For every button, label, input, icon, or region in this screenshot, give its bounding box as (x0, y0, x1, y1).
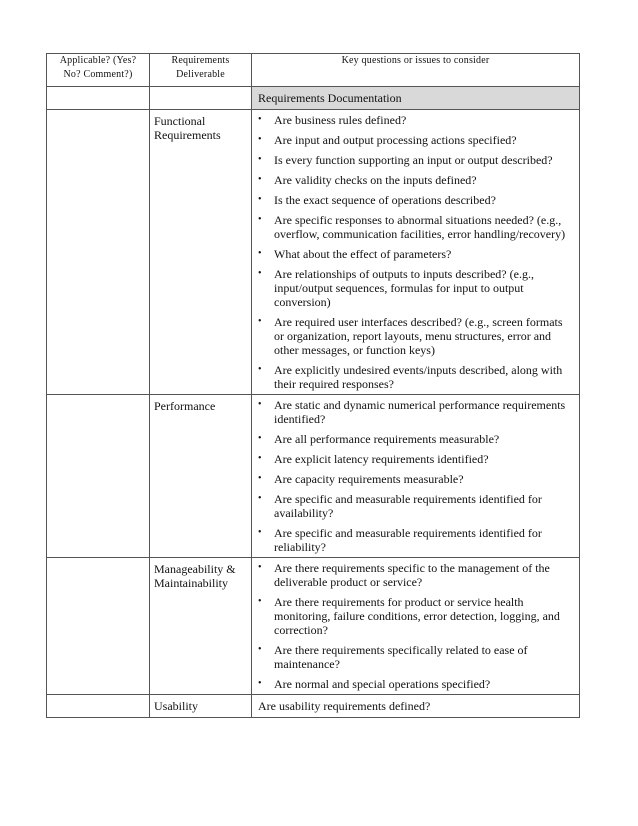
question-item: • Are normal and special operations specified? (258, 677, 491, 691)
question-item: • Are static and dynamic numerical performance requirements identified? (258, 398, 566, 426)
question-item: • Is the exact sequence of operations described? (258, 193, 496, 207)
question-item: • Are input and output processing actions specified? (258, 133, 517, 147)
question-item: • Are specific responses to abnormal situations needed? (e.g., overflow, communication facilities, error handling/recovery) (258, 213, 566, 241)
bullet-icon: • (258, 433, 262, 444)
question-item: • Are specific and measurable requirements identified for availability? (258, 492, 542, 520)
bullet-icon: • (258, 248, 262, 259)
table-row (47, 110, 580, 395)
requirements-checklist-table (46, 53, 580, 718)
question-item: • What about the effect of parameters? (258, 247, 452, 261)
table-row (47, 395, 580, 558)
bullet-icon: • (258, 114, 262, 125)
header-questions: Key questions or issues to consider (252, 54, 580, 87)
question-list (252, 110, 579, 394)
section-title: Requirements Documentation (252, 87, 580, 110)
question-item: • Is every function supporting an input or output described? (258, 153, 553, 167)
header-applicable: Applicable? (Yes? No? Comment?) (47, 54, 150, 87)
bullet-icon: • (258, 527, 262, 538)
questions-cell (252, 110, 580, 395)
question-list (252, 395, 579, 557)
bullet-icon: • (258, 493, 262, 504)
applicable-cell[interactable] (47, 395, 150, 558)
bullet-icon: • (258, 268, 262, 279)
bullet-icon: • (258, 154, 262, 165)
bullet-icon: • (258, 562, 262, 573)
bullet-icon: • (258, 316, 262, 327)
question-item: • Are all performance requirements measurable? (258, 432, 500, 446)
questions-cell (252, 395, 580, 558)
section-blank-cell (47, 87, 150, 110)
bullet-icon: • (258, 174, 262, 185)
applicable-cell[interactable] (47, 110, 150, 395)
applicable-cell[interactable] (47, 695, 150, 718)
question-item: • Are there requirements specifically related to ease of maintenance? (258, 643, 528, 671)
bullet-icon: • (258, 473, 262, 484)
bullet-icon: • (258, 453, 262, 464)
table-row (47, 558, 580, 695)
applicable-cell[interactable] (47, 558, 150, 695)
bullet-icon: • (258, 194, 262, 205)
question-item: • Are explicit latency requirements identified? (258, 452, 489, 466)
header-row (47, 54, 580, 87)
header-deliverable: Requirements Deliverable (150, 54, 252, 87)
question-item: • Are validity checks on the inputs defined? (258, 173, 477, 187)
deliverable-cell: Manageability & Maintainability (150, 558, 252, 695)
question-item: • Are there requirements for product or service health monitoring, failure conditions, error detection, logging, and correction? (258, 595, 560, 637)
question-item: • Are capacity requirements measurable? (258, 472, 464, 486)
question-item: • Are explicitly undesired events/inputs described, along with their required responses? (258, 363, 563, 391)
section-row (47, 87, 580, 110)
deliverable-cell: Usability (150, 695, 252, 718)
question-item: • Are business rules defined? (258, 113, 407, 127)
questions-cell (252, 558, 580, 695)
question-list (252, 558, 579, 694)
question-item: • Are required user interfaces described? (e.g., screen formats or organization, report layouts, menu structures, error and other messages, or function keys) (258, 315, 563, 357)
bullet-icon: • (258, 399, 262, 410)
deliverable-cell: Performance (150, 395, 252, 558)
deliverable-cell: Functional Requirements (150, 110, 252, 395)
bullet-icon: • (258, 364, 262, 375)
question-item: • Are specific and measurable requirements identified for reliability? (258, 526, 542, 554)
questions-cell: Are usability requirements defined? (252, 695, 580, 718)
bullet-icon: • (258, 678, 262, 689)
bullet-icon: • (258, 134, 262, 145)
section-blank-cell (150, 87, 252, 110)
table-row (47, 695, 580, 718)
bullet-icon: • (258, 596, 262, 607)
question-item: • Are there requirements specific to the management of the deliverable product or service? (258, 561, 550, 589)
bullet-icon: • (258, 644, 262, 655)
question-item: • Are relationships of outputs to inputs described? (e.g., input/output sequences, formulas for input to output conversion) (258, 267, 534, 309)
bullet-icon: • (258, 214, 262, 225)
